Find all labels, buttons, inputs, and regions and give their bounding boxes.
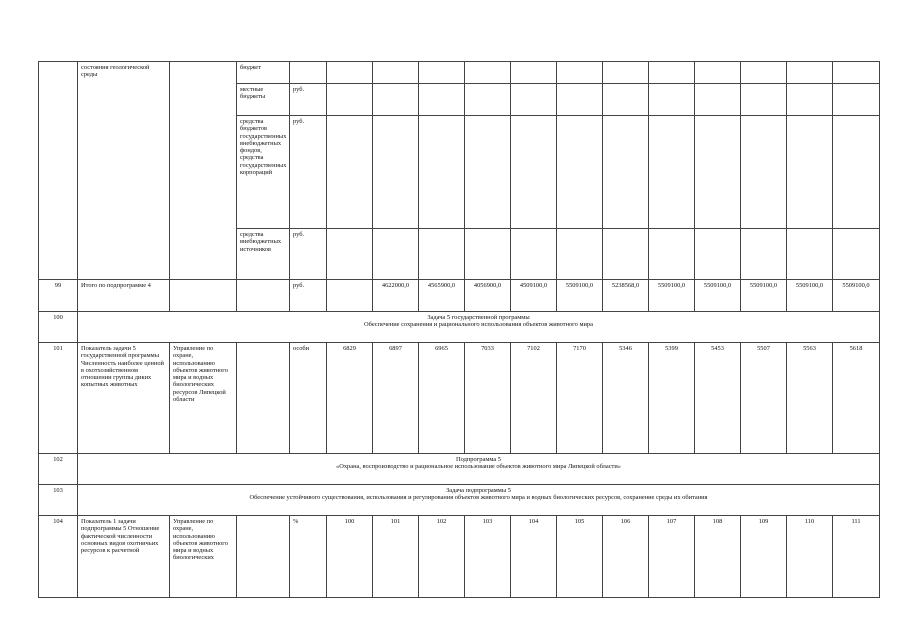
funding-source-cell: средства внебюджетных источников [237,229,290,280]
value-cell: 7033 [465,343,511,454]
funding-source-cell: местные бюджеты [237,84,290,116]
unit-cell: руб. [290,84,327,116]
value-cell: 5563 [787,343,833,454]
table-row [39,280,880,312]
banner-line: Задача подпрограммы 5 [446,487,511,494]
value-cell: 4056900,0 [465,280,511,312]
value-cell: 104 [511,516,557,598]
value-cell: 5509100,0 [649,280,695,312]
funding-source-cell: средства бюджетов государственных внебюджетных фондов, средства государственных корпораций [237,116,290,229]
value-cell: 5453 [695,343,741,454]
section-banner [78,485,880,516]
table-row [39,485,880,516]
value-cell: 109 [741,516,787,598]
banner-line: Задача 5 государственной программы [427,314,530,321]
row-number-cell: 101 [39,343,78,454]
row-number-cell: 100 [39,312,78,343]
banner-line: Обеспечение устойчивого существования, использования и регулирования объектов животного мира и водных биологических ресурсов, сохранение среды их обитания [249,494,708,502]
value-cell: 102 [419,516,465,598]
responsible-cell: Управление по охране, использованию объектов животного мира и водных биологических [170,516,237,598]
responsible-cell [170,62,237,280]
table-row [39,62,880,84]
value-cell: 105 [557,516,603,598]
value-cell: 5509100,0 [741,280,787,312]
indicator-name-cell: Показатель 1 задачи подпрограммы 5 Отношение фактической численности основных видов охотничьих ресурсов к расчетной [78,516,170,598]
value-cell: 107 [649,516,695,598]
row-number-cell: 104 [39,516,78,598]
indicators-table [38,61,880,598]
banner-line: Подпрограмма 5 [455,456,501,463]
value-cell: 111 [833,516,880,598]
indicator-name-cell: состояния геологической среды [78,62,170,280]
section-banner [78,454,880,485]
value-cell: 5507 [741,343,787,454]
value-cell: 6829 [327,343,373,454]
unit-cell: особи [290,343,327,454]
value-cell: 4622000,0 [373,280,419,312]
value-cell [327,280,373,312]
section-banner [78,312,880,343]
table-row [39,516,880,598]
value-cell: 5509100,0 [787,280,833,312]
unit-cell: руб. [290,116,327,229]
value-cell: 5346 [603,343,649,454]
unit-cell: руб. [290,229,327,280]
unit-cell [290,62,327,84]
table-row [39,312,880,343]
value-cell: 6897 [373,343,419,454]
funding-source-cell: бюджет [237,62,290,84]
responsible-cell: Управление по охране, использованию объектов животного мира и водных биологических ресурсов Липецкой области [170,343,237,454]
value-cell: 7102 [511,343,557,454]
value-cell: 108 [695,516,741,598]
value-cell: 5509100,0 [833,280,880,312]
banner-line: Обеспечение сохранения и рационального использования объектов животного мира [364,321,593,329]
value-cell: 5509100,0 [695,280,741,312]
table-row [39,454,880,485]
value-cell: 4509100,0 [511,280,557,312]
unit-cell: руб. [290,280,327,312]
value-cell: 5399 [649,343,695,454]
row-number-cell: 99 [39,280,78,312]
value-cell: 100 [327,516,373,598]
value-cell: 110 [787,516,833,598]
row-number-cell: 102 [39,454,78,485]
indicator-name-cell: Итого по подпрограмме 4 [78,280,170,312]
indicator-name-cell: Показатель задачи 5 государственной программы Численность наиболее ценной в охотхозяйственном отношении группы диких копытных животных [78,343,170,454]
table-row [39,343,880,454]
banner-line: «Охрана, воспроизводство и рациональное использование объектов животного мира Липецкой области» [336,463,621,471]
value-cell: 5509100,0 [557,280,603,312]
value-cell: 103 [465,516,511,598]
value-cell: 5238568,0 [603,280,649,312]
value-cell: 101 [373,516,419,598]
value-cell: 7170 [557,343,603,454]
value-cell: 5618 [833,343,880,454]
row-number-cell: 103 [39,485,78,516]
row-number-cell [39,62,78,280]
value-cell: 106 [603,516,649,598]
value-cell: 6965 [419,343,465,454]
unit-cell: % [290,516,327,598]
value-cell: 4565900,0 [419,280,465,312]
